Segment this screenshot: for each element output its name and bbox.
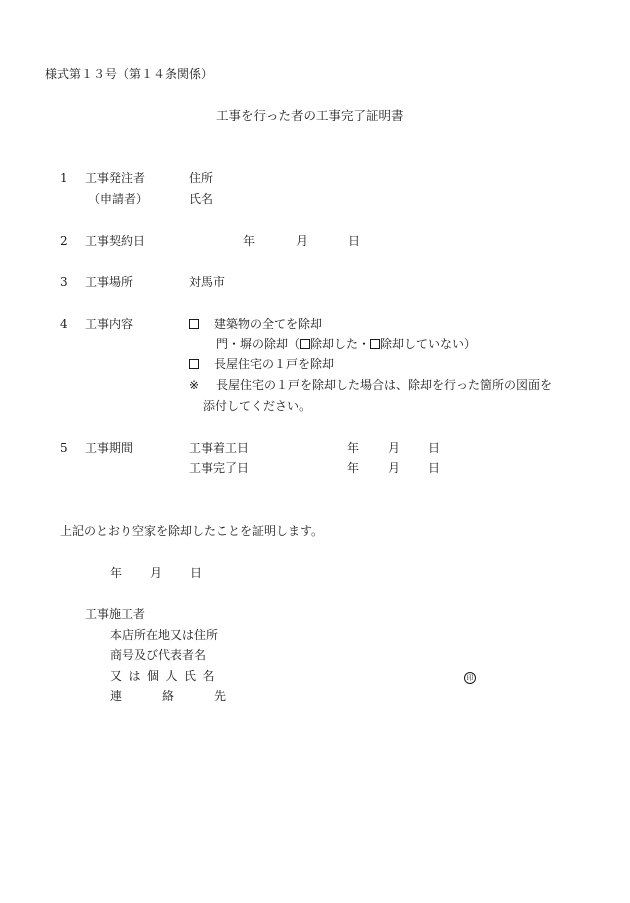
seal-icon: 印 (464, 672, 476, 684)
option-row-house-label: 長屋住宅の１戸を除却 (214, 357, 335, 371)
checkbox-icon[interactable] (370, 339, 380, 349)
site-value: 対馬市 (189, 275, 226, 289)
option-gate-fence (216, 337, 476, 351)
contractor-trade-name-label: 商号及び代表者名 (110, 648, 207, 662)
month-label: 月 (388, 461, 401, 475)
work-content-label: 工事内容 (85, 317, 134, 331)
contractor-heading: 工事施工者 (85, 607, 146, 621)
note-line-2: 添付してください。 (203, 399, 312, 413)
option-row-house[interactable] (189, 357, 334, 371)
year-label: 年 (347, 461, 360, 475)
gate-fence-label: 門・塀の除却（ (216, 337, 301, 351)
day-label: 日 (190, 566, 203, 580)
name-label: 氏名 (189, 192, 214, 206)
day-label: 日 (428, 461, 441, 475)
certification-statement: 上記のとおり空家を除却したことを証明します。 (60, 524, 324, 538)
form-number: 様式第１３号（第１４条関係） (45, 67, 214, 81)
item-number: 5 (60, 441, 68, 455)
option-demolish-all[interactable] (189, 317, 322, 331)
contractor-address-label: 本店所在地又は住所 (110, 628, 219, 642)
site-label: 工事場所 (85, 275, 134, 289)
contractor-contact-label: 連絡先 (110, 689, 267, 703)
contract-date-label: 工事契約日 (85, 234, 146, 248)
day-label: 日 (348, 234, 361, 248)
item-number: 3 (60, 275, 68, 289)
checkbox-icon[interactable] (300, 339, 310, 349)
end-date-label: 工事完了日 (189, 461, 250, 475)
year-label: 年 (110, 566, 123, 580)
document-title: 工事を行った者の工事完了証明書 (216, 108, 404, 123)
gate-demolished-label: 除却した・ (310, 337, 371, 351)
checkbox-icon[interactable] (189, 319, 199, 329)
orderer-label: 工事発注者 (85, 171, 146, 185)
note-mark: ※ (189, 378, 200, 392)
seal-mark (464, 669, 476, 684)
day-label: 日 (428, 441, 441, 455)
contractor-individual-label: 又は個人氏名 (110, 669, 222, 683)
address-label: 住所 (189, 171, 214, 185)
start-date-label: 工事着工日 (189, 441, 250, 455)
year-label: 年 (347, 441, 360, 455)
gate-not-demolished-label: 除却していない） (380, 337, 477, 351)
year-label: 年 (243, 234, 256, 248)
note-line-1: 長屋住宅の１戸を除却した場合は、除却を行った箇所の図面を (216, 378, 553, 392)
checkbox-icon[interactable] (189, 359, 199, 369)
option-demolish-all-label: 建築物の全てを除却 (214, 317, 323, 331)
work-period-label: 工事期間 (85, 441, 134, 455)
month-label: 月 (296, 234, 309, 248)
month-label: 月 (150, 566, 163, 580)
item-number: 2 (60, 234, 68, 248)
item-number: 1 (60, 171, 68, 185)
item-number: 4 (60, 317, 68, 331)
month-label: 月 (388, 441, 401, 455)
applicant-label: （申請者） (88, 192, 149, 206)
